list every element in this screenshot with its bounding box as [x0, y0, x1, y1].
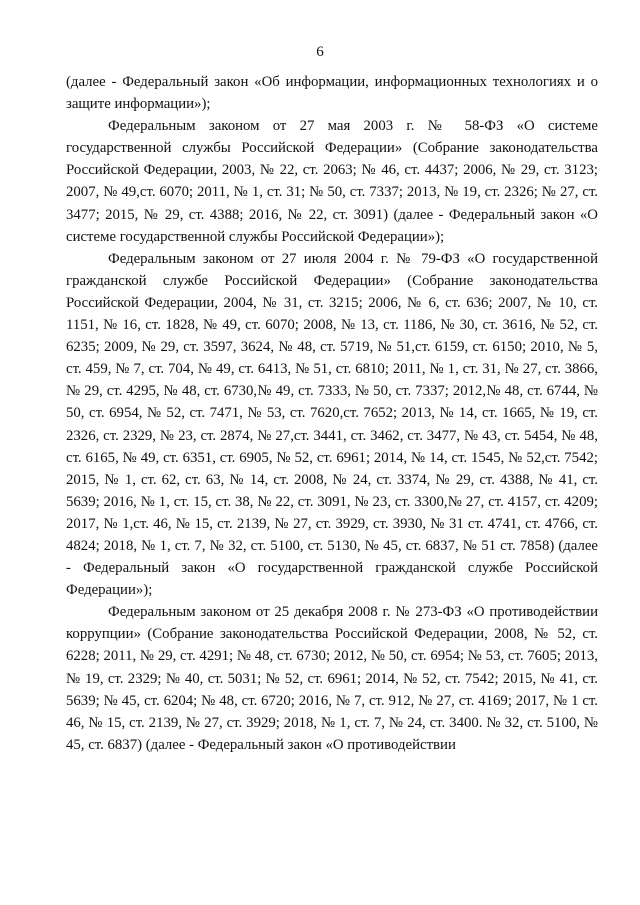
paragraph-continuation: (далее - Федеральный закон «Об информации, информационных технологиях и о защите информации»); [66, 74, 598, 113]
page-number: 6 [316, 44, 324, 60]
paragraph-law-273-fz: Федеральным законом от 25 декабря 2008 г. № 273-ФЗ «О противодействии коррупции» (Собрание законодательства Российской Федерации, 2008, № 52, ст. 6228; 2011, № 29, ст. 4291; № 48, ст. 6730; 2012, № 50, ст. 6954; № 53, ст. 7605; 2013, № 19, ст. 2329; № 40, ст. 5031; № 52, ст. 6961; 2014, № 52, ст. 7542; 2015, № 41, ст. 5639; № 45, ст. 6204; № 48, ст. 6720; 2016, № 7, ст. 912, № 27, ст. 4169; 2017, № 1 ст. 46, № 15, ст. 2139, № 27, ст. 3929; 2018, № 1, ст. 7, № 24, ст. 3400. № 32, ст. 5100, № 45, ст. 6837) (далее - Федеральный закон «О противодействии [66, 604, 598, 753]
paragraph-law-79-fz: Федеральным законом от 27 июля 2004 г. № 79-ФЗ «О государственной гражданской службе Российской Федерации» (Собрание законодательства Российской Федерации, 2004, № 31, ст. 3215; 2006, № 6, ст. 636; 2007, № 10, ст. 1151, № 16, ст. 1828, № 49, ст. 6070; 2008, № 13, ст. 1186, № 30, ст. 3616, № 52, ст. 6235; 2009, № 29, ст. 3597, 3624, № 48, ст. 5719, № 51,ст. 6159, ст. 6150; 2010, № 5, ст. 459, № 7, ст. 704, № 49, ст. 6413, № 51, ст. 6810; 2011, № 1, ст. 31, № 27, ст. 3866, № 29, ст. 4295, № 48, ст. 6730,№ 49, ст. 7333, № 50, ст. 7337; 2012,№ 48, ст. 6744, № 50, ст. 6954, № 52, ст. 7471, № 53, ст. 7620,ст. 7652; 2013, № 14, ст. 1665, № 19, ст. 2326, ст. 2329, № 23, ст. 2874, № 27,ст. 3441, ст. 3462, ст. 3477, № 43, ст. 5454, № 48, ст. 6165, № 49, ст. 6351, ст. 6905, № 52, ст. 6961; 2014, № 14, ст. 1545, № 52,ст. 7542; 2015, № 1, ст. 62, ст. 63, № 14, ст. 2008, № 24, ст. 3374, № 29, ст. 4388, № 41, ст. 5639; 2016, № 1, ст. 15, ст. 38, № 22, ст. 3091, № 23, ст. 3300,№ 27, ст. 4157, ст. 4209; 2017, № 1,ст. 46, № 15, ст. 2139, № 27, ст. 3929, ст. 3930, № 31 ст. 4741, ст. 4766, ст. 4824; 2018, № 1, ст. 7, № 32, ст. 5100, ст. 5130, № 45, ст. 6837, № 51 ст. 7858) (далее - Федеральный закон «О государственной гражданской службе Российской Федерации»); [66, 250, 598, 599]
paragraph-law-58-fz: Федеральным законом от 27 мая 2003 г. № 58-ФЗ «О системе государственной службы Российской Федерации» (Собрание законодательства Российской Федерации, 2003, № 22, ст. 2063; № 46, ст. 4437; 2006, № 29, ст. 3123; 2007, № 49,ст. 6070; 2011, № 1, ст. 31; № 50, ст. 7337; 2013, № 19, ст. 2326; № 27, ст. 3477; 2015, № 29, ст. 4388; 2016, № 22, ст. 3091) (далее - Федеральный закон «О системе государственной службы Российской Федерации»); [66, 118, 598, 245]
document-body [66, 71, 598, 756]
